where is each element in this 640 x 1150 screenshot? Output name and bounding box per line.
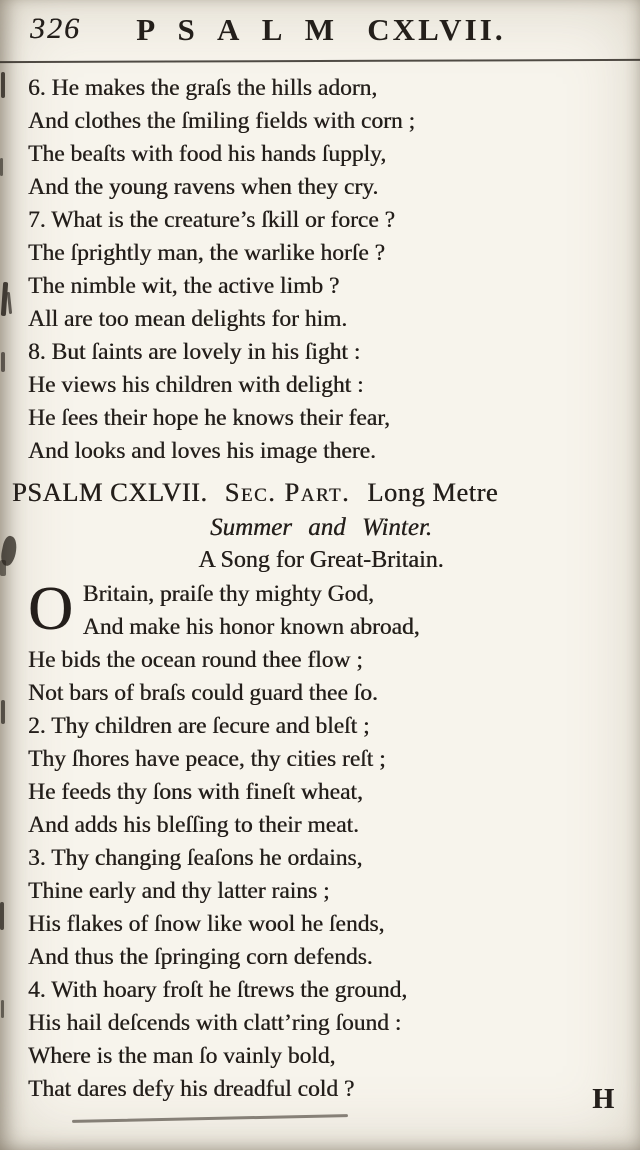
verse-line: Where is the man ſo vainly bold, [28, 1043, 336, 1069]
verse-line: 3. Thy changing ſeaſons he ordains, [28, 845, 363, 871]
header-rule [0, 59, 640, 63]
verse-line: 7. What is the creature’s ſkill or force ? [28, 207, 395, 233]
verse-line: The ſprightly man, the warlike horſe ? [28, 240, 385, 266]
verse-line: The nimble wit, the active limb ? [28, 273, 340, 299]
page-header [28, 10, 614, 56]
verse-line: He ſees their hope he knows their fear, [28, 405, 390, 431]
verse-line: Not bars of braſs could guard thee ſo. [28, 680, 378, 706]
verse-line: 4. With hoary froſt he ſtrews the ground, [28, 977, 408, 1003]
binding-ink-mark [1, 352, 5, 372]
verse-line: 2. Thy children are ſecure and bleſt ; [28, 713, 370, 739]
ink-smudge [72, 1114, 348, 1123]
section-psalm-title: PSALM CXLVII. [12, 477, 208, 507]
running-title [28, 10, 614, 48]
verse-line: And the young ravens when they cry. [28, 174, 379, 200]
verse-line: And thus the ſpringing corn defends. [28, 944, 373, 970]
verse-line: Thine early and thy latter rains ; [28, 878, 330, 904]
verse-line: The beaſts with food his hands ſupply, [28, 141, 387, 167]
catchword: H [592, 1084, 614, 1115]
second-stanza-block [28, 575, 614, 1106]
verse-line: And make his honor known abroad, [82, 614, 420, 640]
verse-line: His hail deſcends with clatt’ring ſound : [28, 1010, 402, 1036]
running-title-numeral: CXLVII. [367, 12, 506, 47]
verse-line: All are too mean delights for him. [28, 306, 348, 332]
verse-line: That dares defy his dreadful cold ? [28, 1076, 355, 1102]
section-subtitle: Summer and Winter. [209, 514, 433, 541]
verse-line: Britain, praiſe thy mighty God, [82, 581, 374, 607]
binding-ink-mark [0, 560, 6, 576]
binding-ink-mark [1, 700, 5, 724]
section-metre-label: Long Metre [367, 477, 499, 507]
drop-cap: O [28, 575, 73, 643]
section-part-label: Sec. Part. [224, 477, 351, 507]
verse-line: Thy ſhores have peace, thy cities reſt ; [28, 746, 386, 772]
section-dedication: A Song for Great-Britain. [198, 547, 444, 573]
verse-line: And clothes the ſmiling fields with corn ; [28, 108, 416, 134]
first-stanza-block [28, 72, 614, 468]
verse-line: And looks and loves his image there. [28, 438, 376, 464]
binding-ink-mark [1, 72, 5, 98]
verse-line: He bids the ocean round thee flow ; [28, 647, 363, 673]
verse-line: He feeds thy ſons with fineſt wheat, [28, 779, 363, 805]
verse-line: His flakes of ſnow like wool he ſends, [28, 911, 385, 937]
binding-ink-mark [0, 902, 4, 930]
verse-line: He views his children with delight : [28, 372, 364, 398]
page-number: 326 [30, 12, 81, 45]
binding-ink-mark [1, 1000, 4, 1018]
binding-ink-mark [0, 158, 3, 176]
section-heading [12, 474, 614, 510]
verse-line: 8. But ſaints are lovely in his ſight : [28, 339, 361, 365]
verse-line: 6. He makes the graſs the hills adorn, [28, 75, 378, 101]
verse-line: And adds his bleſſing to their meat. [28, 812, 359, 838]
running-title-word: PSALM [136, 12, 357, 47]
